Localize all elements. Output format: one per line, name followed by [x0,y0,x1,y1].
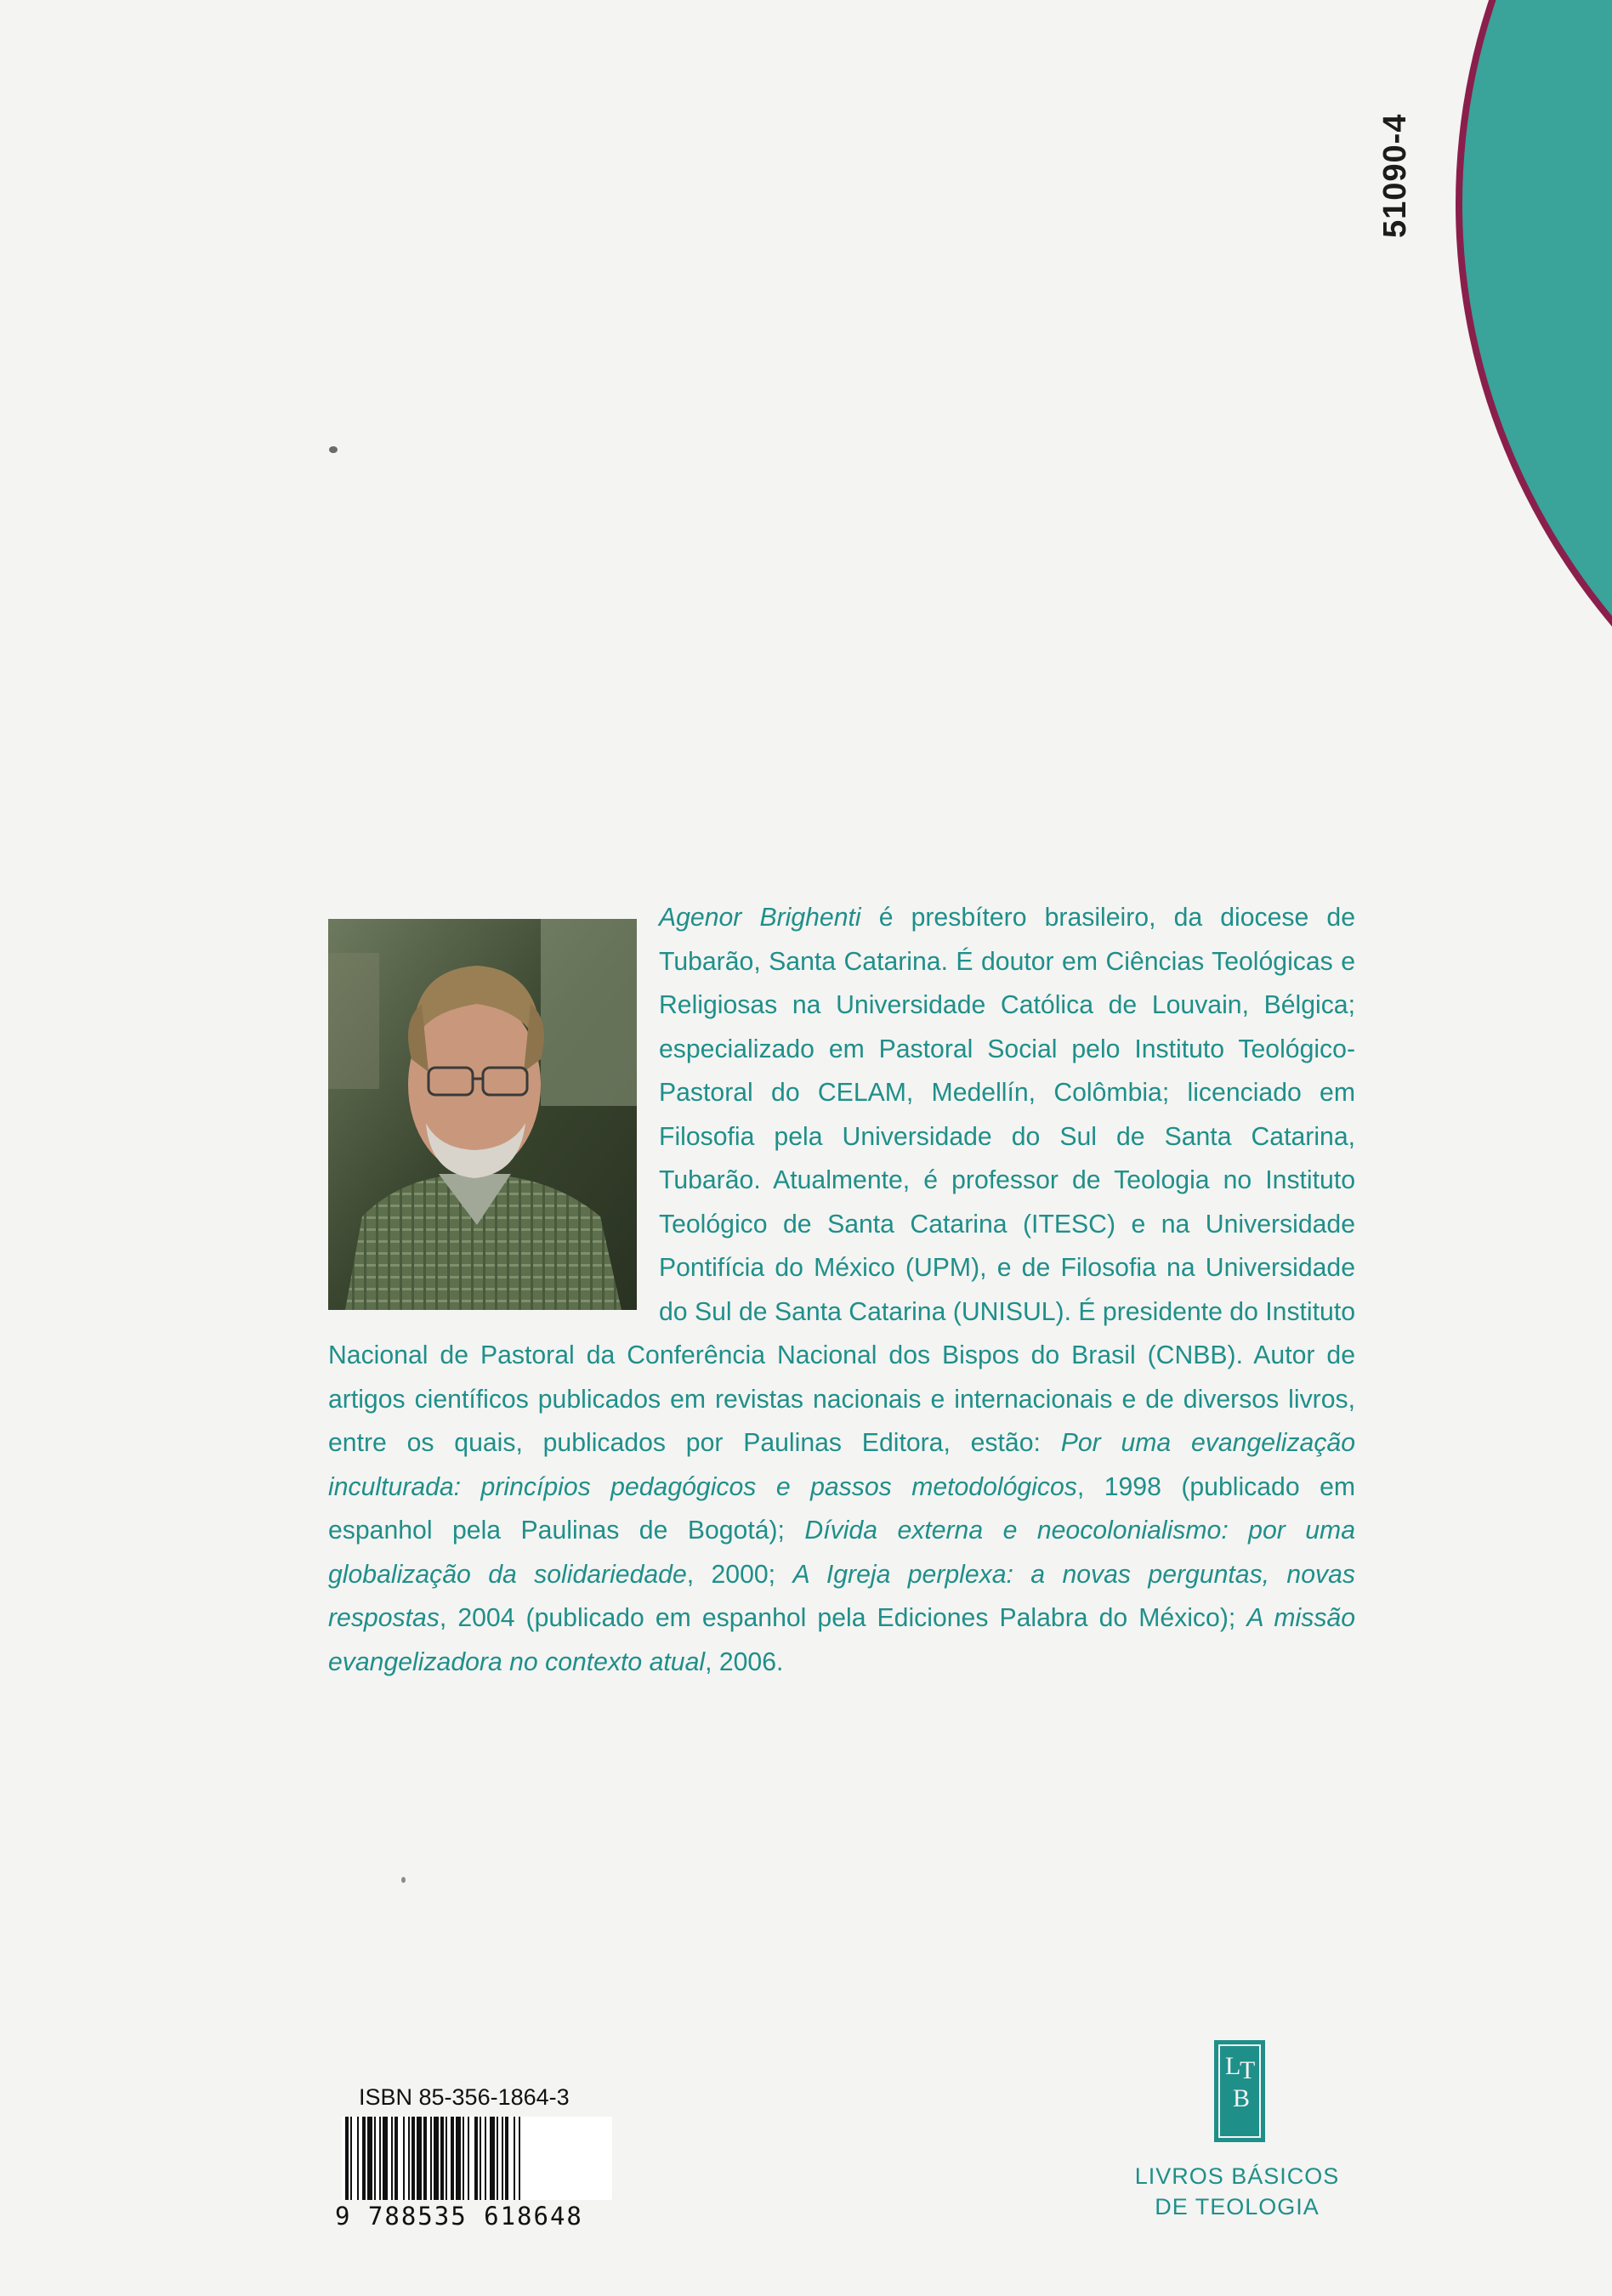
barcode-bar [362,2117,366,2200]
barcode-bar [490,2117,495,2200]
book-title: Por uma evangelização inculturada: princípios pedagógicos e passos metodológicos [328,1429,1355,1501]
barcode-bar [463,2117,464,2200]
barcode-bar [403,2117,405,2200]
barcode-bar [367,2117,372,2200]
paper-speck [401,1877,406,1883]
barcode [342,2117,612,2200]
barcode-bar [456,2117,461,2200]
book-title: A Igreja perplexa: a novas perguntas, novas respostas [328,1560,1355,1632]
series-name-line2: DE TEOLOGIA [1155,2194,1320,2219]
barcode-bar [391,2117,393,2200]
barcode-bar [446,2117,447,2200]
barcode-bar [417,2117,422,2200]
bio-text: , 2006. [705,1647,784,1676]
book-title: Dívida externa e neocolonialismo: por uma globalização da solidariedade [328,1516,1355,1589]
book-title: A missão evangelizadora no contexto atual [328,1604,1355,1676]
bio-text: , 2000; [686,1560,793,1589]
svg-text:B: B [1233,2084,1251,2112]
barcode-bar [434,2117,439,2200]
barcode-bar [430,2117,432,2200]
barcode-bar [350,2117,352,2200]
barcode-bar [423,2117,427,2200]
barcode-bar [474,2117,478,2200]
barcode-bar [519,2117,520,2200]
barcode-bar [394,2117,398,2200]
catalog-code: 51090-4 [1377,113,1413,239]
photo-spacer [328,896,659,1316]
barcode-bar [485,2117,486,2200]
barcode-bar [505,2117,508,2200]
barcode-icon [342,2117,612,2200]
barcode-bar [502,2117,503,2200]
barcode-bar [379,2117,381,2200]
paper-speck [329,446,338,453]
barcode-bar [383,2117,388,2200]
barcode-bar [480,2117,481,2200]
author-biography [328,896,1355,1684]
barcode-bar [345,2117,349,2200]
barcode-bar [451,2117,454,2200]
barcode-bar [408,2117,410,2200]
barcode-digits: 9 788535 618648 [335,2202,583,2231]
barcode-bar [412,2117,415,2200]
bio-text: , 1998 (publicado em espanhol pela Paulinas de Bogotá); [328,1472,1356,1545]
barcode-bar [374,2117,376,2200]
barcode-bar [514,2117,515,2200]
bio-text: é presbítero brasileiro, da diocese de Tubarão, Santa Catarina. É doutor em Ciências Teológicas e Religiosas na Universidade Católica de Louvain, Bélgica; especializado em Pastoral Social pelo Instituto Teológico-Pastoral do CELAM, Medellín, Colômbia; licenciado em Filosofia pela Universidade do Sul de Santa Catarina, Tubarão. Atualmente, é professor de Teologia no Instituto Teológico de Santa Catarina (ITESC) e na Universidade Pontifícia do México (UPM), e de Filosofia na Universidade do Sul de Santa Catarina (UNISUL). É presidente do Instituto Nacional de Pastoral da Conferência Nacional dos Bispos do Brasil (CNBB). Autor de artigos científicos publicados em revistas nacionais e internacionais e de diversos livros, entre os quais, publicados por Paulinas Editora, estão: [328,904,1355,1457]
bio-text: , 2004 (publicado em espanhol pela Ediciones Palabra do México); [439,1604,1247,1632]
lbt-logo [1214,2040,1265,2142]
lbt-logo-icon [1214,2040,1265,2142]
svg-text:L: L [1225,2052,1241,2080]
isbn-label: ISBN 85-356-1864-3 [359,2084,570,2110]
author-name: Agenor Brighenti [659,904,861,932]
barcode-bar [357,2117,359,2200]
svg-text:T: T [1240,2056,1256,2084]
barcode-bar [440,2117,444,2200]
barcode-bar [468,2117,469,2200]
teal-arc-decoration [1456,0,1612,884]
barcode-bar [497,2117,498,2200]
series-name-line1: LIVROS BÁSICOS [1134,2163,1340,2189]
